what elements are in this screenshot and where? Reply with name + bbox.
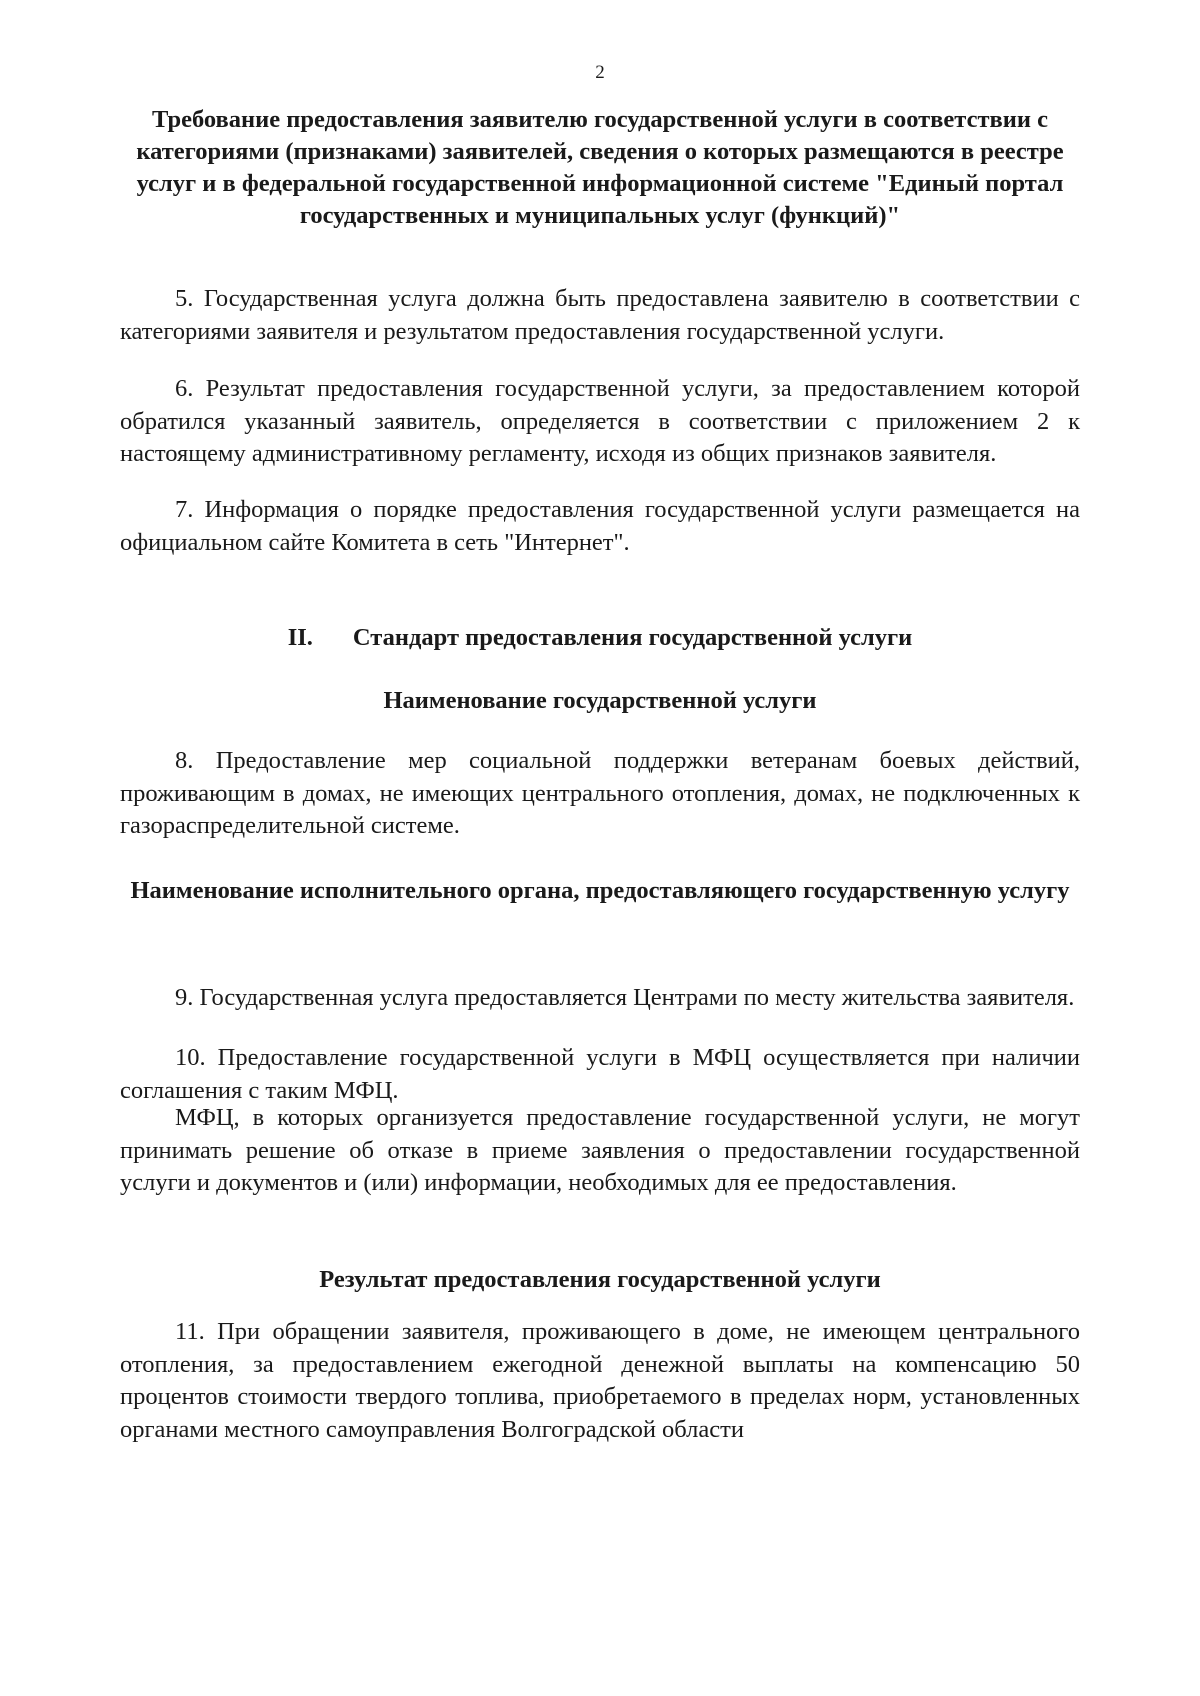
page-number: 2 (595, 62, 605, 83)
section-2-title (120, 622, 1080, 654)
section-2-title-text: Стандарт предоставления государственной услуги (352, 624, 913, 651)
heading-result: Результат предоставления государственной услуги (319, 1266, 881, 1293)
paragraph-9: 9. Государственная услуга предоставляется Центрами по месту жительства заявителя. (175, 984, 1075, 1011)
paragraph-10-mfc: МФЦ, в которых организуется предоставление государственной услуги, не могут принимать решение об отказе в приеме заявления о предоставлении государственной услуги и документов и (или) информации, необходимых для ее предоставления. (120, 1104, 1080, 1196)
paragraph-6: 6. Результат предоставления государственной услуги, за предоставлением которой обратился указанный заявитель, определяется в соответствии с приложением 2 к настоящему административному регламенту, исходя из общих признаков заявителя. (120, 375, 1080, 467)
paragraph-8: 8. Предоставление мер социальной поддержки ветеранам боевых действий, проживающим в домах, не имеющих центрального отопления, домах, не подключенных к газораспределительной системе. (120, 747, 1080, 839)
heading-executive-body: Наименование исполнительного органа, предоставляющего государственную услугу (130, 877, 1070, 904)
paragraph-11: 11. При обращении заявителя, проживающего в доме, не имеющем центрального отопления, за предоставлением ежегодной денежной выплаты на компенсацию 50 процентов стоимости твердого топлива, приобретаемого в пределах норм, установленных органами местного самоуправления Волгоградской области (120, 1318, 1080, 1443)
heading-requirement: Требование предоставления заявителю государственной услуги в соответствии с категориями (признаками) заявителей, сведения о которых размещаются в реестре услуг и в федеральной государственной информационной системе "Единый портал государственных и муниципальных услуг (функций)" (136, 106, 1064, 229)
heading-service-name: Наименование государственной услуги (383, 687, 817, 714)
section-2-number: II. (287, 624, 313, 651)
paragraph-10: 10. Предоставление государственной услуги в МФЦ осуществляется при наличии соглашения с таким МФЦ. (120, 1044, 1080, 1104)
paragraph-7: 7. Информация о порядке предоставления государственной услуги размещается на официальном сайте Комитета в сеть "Интернет". (120, 496, 1080, 556)
paragraph-5: 5. Государственная услуга должна быть предоставлена заявителю в соответствии с категориями заявителя и результатом предоставления государственной услуги. (120, 285, 1080, 345)
